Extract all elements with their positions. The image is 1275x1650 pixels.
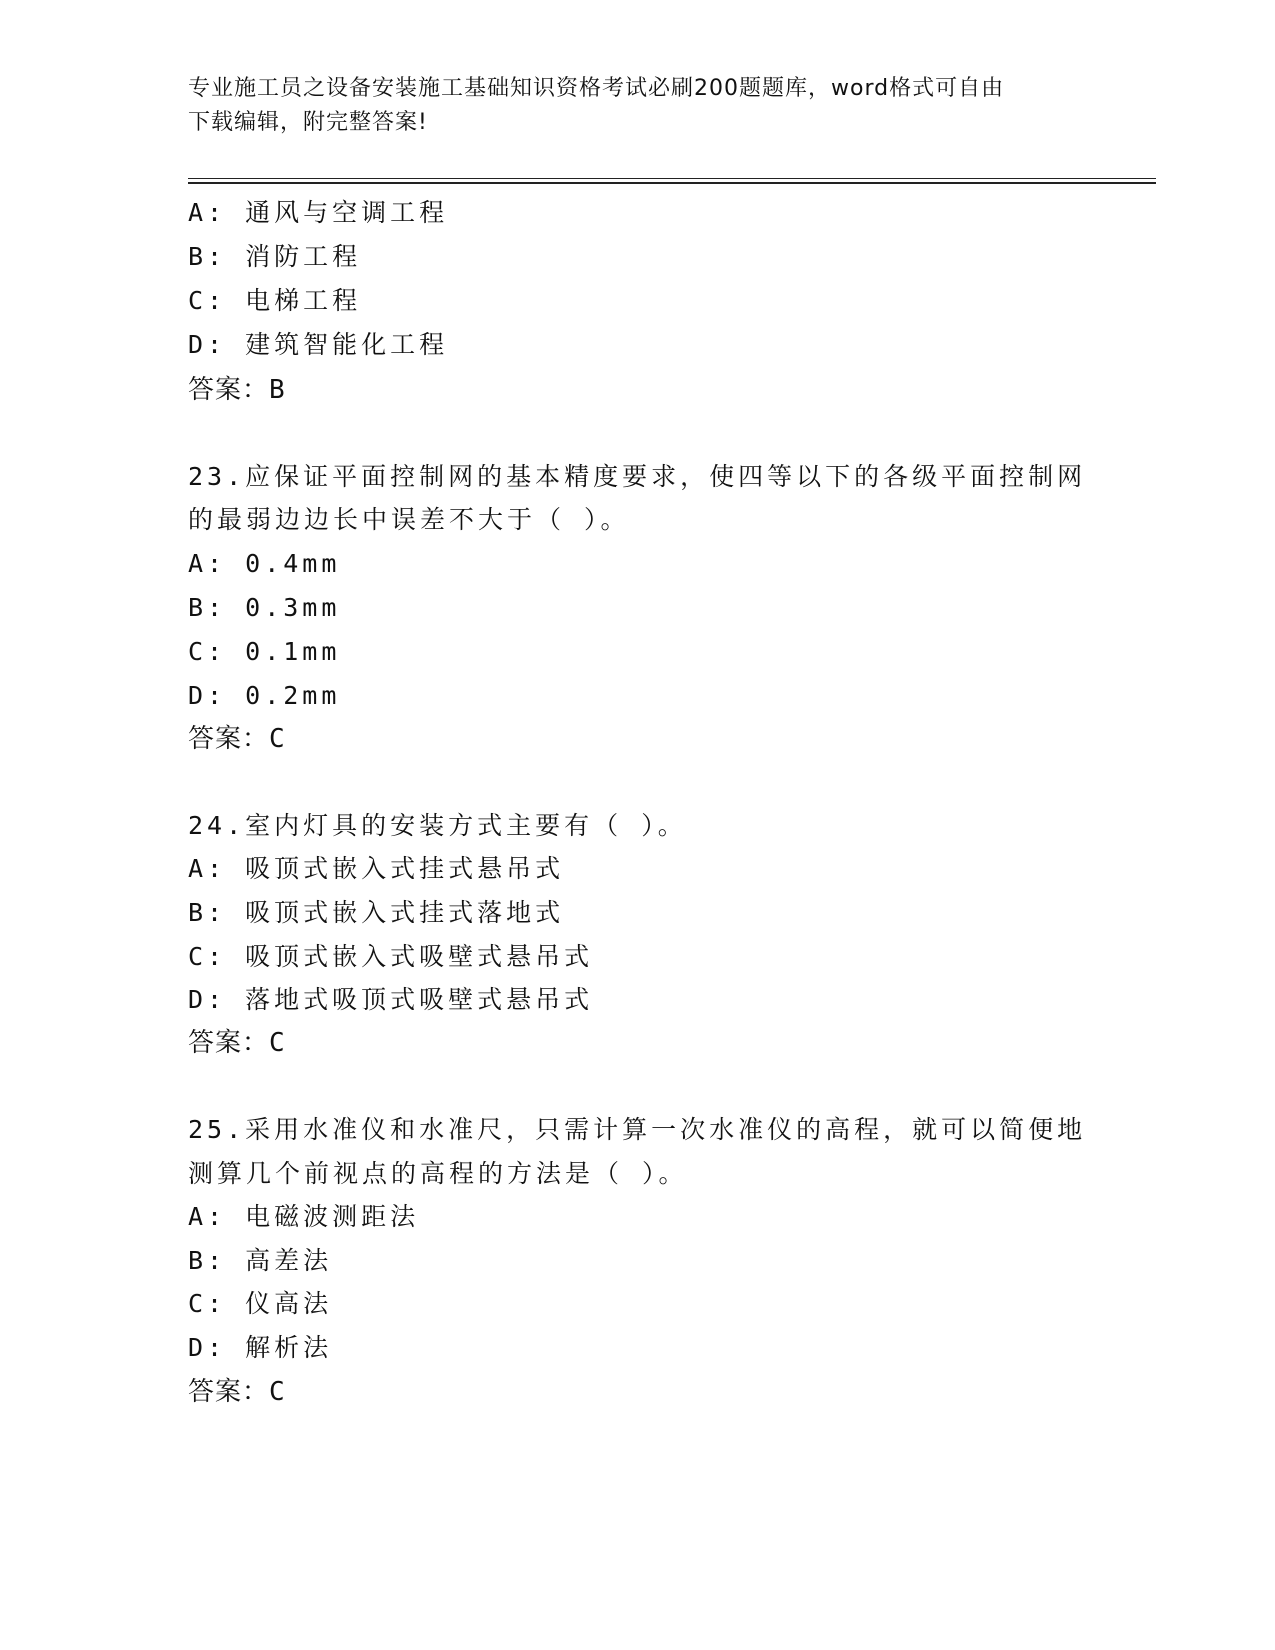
header-rule-thick: [188, 182, 1156, 184]
q22-option-d: D: 建筑智能化工程: [188, 330, 449, 359]
q23-answer: [188, 724, 286, 754]
q23-answer-label: 答案：: [188, 724, 270, 754]
q22-answer-label: 答案：: [188, 375, 270, 405]
q23-option-c: C: 0.1mm: [188, 637, 341, 666]
q22-option-a: A: 通风与空调工程: [188, 198, 449, 227]
q22-option-c: C: 电梯工程: [188, 286, 362, 315]
q24-question-line-1: 24.室内灯具的安装方式主要有（ ）。: [188, 811, 687, 840]
q24-option-c: C: 吸顶式嵌入式吸壁式悬吊式: [188, 942, 594, 971]
header-line-1: 专业施工员之设备安装施工基础知识资格考试必刷200题题库，word格式可自由: [188, 76, 1005, 101]
q25-question-line-2: 测算几个前视点的高程的方法是（ ）。: [188, 1159, 688, 1188]
q24-answer-label: 答案：: [188, 1028, 270, 1058]
q25-answer-value: C: [269, 1377, 286, 1407]
q25-option-d: D: 解析法: [188, 1333, 333, 1362]
q25-question-line-1: 25.采用水准仪和水准尺，只需计算一次水准仪的高程，就可以简便地: [188, 1115, 1087, 1144]
q22-answer-value: B: [269, 375, 286, 405]
q25-answer-label: 答案：: [188, 1377, 270, 1407]
q24-answer-value: C: [269, 1028, 286, 1058]
q25-option-c: C: 仪高法: [188, 1289, 333, 1318]
q24-answer: [188, 1028, 286, 1058]
q23-question-line-1: 23.应保证平面控制网的基本精度要求，使四等以下的各级平面控制网: [188, 462, 1087, 491]
q22-answer: [188, 375, 286, 405]
header-line-2: 下载编辑，附完整答案!: [188, 110, 428, 135]
q24-option-b: B: 吸顶式嵌入式挂式落地式: [188, 898, 565, 927]
document-header: [188, 72, 1088, 140]
q23-option-a: A: 0.4mm: [188, 549, 341, 578]
q23-answer-value: C: [269, 724, 286, 754]
q22-option-b: B: 消防工程: [188, 242, 362, 271]
q23-option-b: B: 0.3mm: [188, 593, 341, 622]
q25-option-b: B: 高差法: [188, 1246, 333, 1275]
q25-option-a: A: 电磁波测距法: [188, 1202, 420, 1231]
q23-question-line-2: 的最弱边边长中误差不大于（ ）。: [188, 505, 630, 534]
q24-option-a: A: 吸顶式嵌入式挂式悬吊式: [188, 854, 565, 883]
q25-answer: [188, 1377, 286, 1407]
q23-option-d: D: 0.2mm: [188, 681, 341, 710]
q24-option-d: D: 落地式吸顶式吸壁式悬吊式: [188, 985, 594, 1014]
header-rule-thin: [188, 178, 1156, 179]
